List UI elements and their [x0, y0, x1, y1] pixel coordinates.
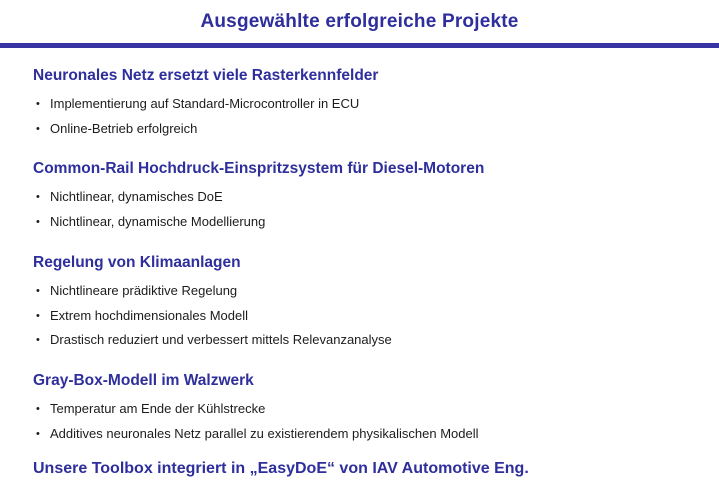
bullet-dot-icon: • — [36, 98, 40, 110]
closing-statement: Unsere Toolbox integriert in „EasyDoE“ von IAV Automotive Eng. — [33, 460, 529, 477]
bullet-dot-icon: • — [36, 403, 40, 415]
bullet-list — [33, 92, 701, 141]
bullet-item — [33, 422, 701, 447]
bullet-text: Extrem hochdimensionales Modell — [50, 307, 248, 323]
bullet-item — [33, 185, 701, 210]
bullet-text: Implementierung auf Standard-Microcontroller in ECU — [50, 96, 360, 111]
bullet-item — [33, 397, 701, 422]
bullet-list — [33, 397, 701, 446]
bullet-text: Online-Betrieb erfolgreich — [50, 120, 198, 136]
bullet-text: Temperatur am Ende der Kühlstrecke — [50, 401, 266, 416]
bullet-dot-icon: • — [36, 334, 40, 346]
bullet-dot-icon: • — [36, 122, 40, 135]
section-klimaanlagen — [33, 253, 701, 353]
bullet-text: Additives neuronales Netz parallel zu existierendem physikalischen Modell — [50, 425, 479, 441]
slide-title: Ausgewählte erfolgreiche Projekte — [200, 11, 519, 32]
bullet-item — [33, 210, 701, 235]
section-heading: Gray-Box-Modell im Walzwerk — [33, 372, 254, 389]
section-heading: Regelung von Klimaanlagen — [33, 254, 241, 271]
section-heading: Common-Rail Hochdruck-Einspritzsystem für Diesel-Motoren — [33, 160, 485, 177]
section-common-rail — [33, 159, 701, 234]
bullet-item — [33, 279, 701, 304]
bullet-item — [33, 304, 701, 329]
bullet-dot-icon: • — [36, 285, 40, 297]
bullet-item — [33, 92, 701, 117]
bullet-list — [33, 185, 701, 234]
bullet-dot-icon: • — [36, 191, 40, 203]
title-divider-rule — [0, 43, 719, 48]
section-gray-box-modell — [33, 371, 701, 446]
bullet-text: Nichtlineare prädiktive Regelung — [50, 283, 238, 298]
bullet-dot-icon: • — [36, 427, 40, 440]
section-neuronales-netz — [33, 66, 701, 141]
bullet-dot-icon: • — [36, 215, 40, 228]
bullet-text: Nichtlinear, dynamisches DoE — [50, 189, 223, 204]
bullet-dot-icon: • — [36, 309, 40, 322]
bullet-text: Drastisch reduziert und verbessert mittels Relevanzanalyse — [50, 332, 392, 347]
bullet-item — [33, 117, 701, 142]
section-heading: Neuronales Netz ersetzt viele Rasterkennfelder — [33, 67, 379, 84]
bullet-item — [33, 328, 701, 353]
bullet-text: Nichtlinear, dynamische Modellierung — [50, 213, 266, 229]
bullet-list — [33, 279, 701, 353]
